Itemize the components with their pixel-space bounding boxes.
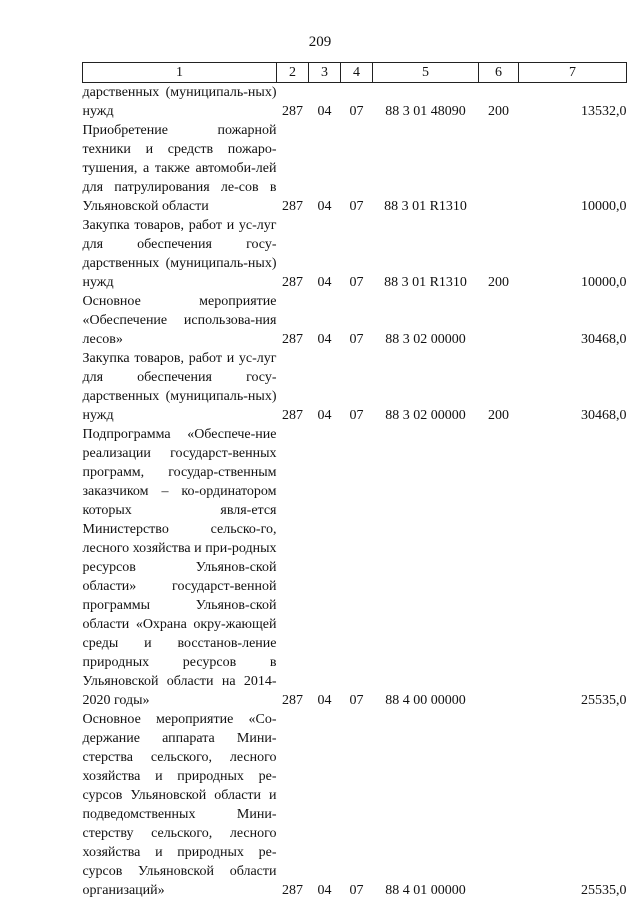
- row-ministry-code: 287: [282, 332, 303, 347]
- page-number: 209: [308, 34, 332, 50]
- table-row: [83, 425, 627, 710]
- row-ministry-code: 287: [282, 408, 303, 423]
- row-amount: 30468,0: [581, 408, 627, 423]
- row-name: Приобретение пожарной техники и средств пожаро-тушения, а также автомоби-лей для патрулирования ле-сов в Ульяновской области: [82, 123, 277, 214]
- row-name: дарственных (муниципаль-ных) нужд: [82, 85, 277, 119]
- row-name: Основное мероприятие «Со-держание аппарата Мини-стерства сельского, лесного хозяйства и природных ре-сурсов Ульяновской области и подведомственных Мини-стерству сельского, лесного хозяйства и природных ре-сурсов Ульяновской области организаций»: [82, 712, 277, 898]
- row-target-code: 88 3 01 R1310: [384, 275, 467, 290]
- row-section: 04: [317, 199, 332, 214]
- row-amount: 10000,0: [581, 199, 627, 214]
- table-header-row: [83, 63, 627, 83]
- row-section: 04: [317, 275, 332, 290]
- column-header: 7: [519, 63, 627, 83]
- row-section: 04: [317, 104, 332, 119]
- row-section: 04: [317, 408, 332, 423]
- row-target-code: 88 3 01 R1310: [384, 199, 467, 214]
- row-subsection: 07: [349, 104, 364, 119]
- row-ministry-code: 287: [282, 693, 303, 708]
- column-header: 3: [309, 63, 341, 83]
- table-row: [83, 121, 627, 216]
- row-name: Подпрограмма «Обеспече-ние реализации государст-венных программ, государ-ственным заказчиком – ко-ординатором которых явля-ется Министерство сельско-го, лесного хозяйства и при-родных ресурсов Ульянов-ской области» государст-венной программы Ульянов-ской области «Охрана окру-жающей среды и восстанов-ление природных ресурсов в Ульяновской области на 2014-2020 годы»: [82, 427, 277, 708]
- row-expense-type: 200: [488, 408, 509, 423]
- row-amount: 30468,0: [581, 332, 627, 347]
- row-amount: 10000,0: [581, 275, 627, 290]
- row-section: 04: [317, 332, 332, 347]
- row-expense-type: 200: [488, 275, 509, 290]
- row-target-code: 88 3 01 48090: [385, 104, 466, 119]
- row-expense-type: [479, 121, 519, 216]
- column-header: 6: [479, 63, 519, 83]
- table-row: [83, 292, 627, 349]
- row-ministry-code: 287: [282, 275, 303, 290]
- row-section: 04: [317, 693, 332, 708]
- row-ministry-code: 287: [282, 199, 303, 214]
- row-subsection: 07: [349, 883, 364, 898]
- column-header: 1: [83, 63, 277, 83]
- column-header: 2: [277, 63, 309, 83]
- table-row: [83, 710, 627, 900]
- row-amount: 25535,0: [581, 693, 627, 708]
- table-row: [83, 83, 627, 122]
- row-target-code: 88 3 02 00000: [385, 332, 466, 347]
- row-section: 04: [317, 883, 332, 898]
- row-subsection: 07: [349, 275, 364, 290]
- row-subsection: 07: [349, 199, 364, 214]
- row-ministry-code: 287: [282, 104, 303, 119]
- column-header: 4: [341, 63, 373, 83]
- table-row: [83, 349, 627, 425]
- row-subsection: 07: [349, 408, 364, 423]
- row-name: Основное мероприятие «Обеспечение использова-ния лесов»: [82, 294, 277, 347]
- row-target-code: 88 3 02 00000: [385, 408, 466, 423]
- row-expense-type: [479, 425, 519, 710]
- row-target-code: 88 4 00 00000: [385, 693, 466, 708]
- row-amount: 13532,0: [581, 104, 627, 119]
- budget-table: [82, 62, 627, 900]
- row-expense-type: [479, 710, 519, 900]
- row-ministry-code: 287: [282, 883, 303, 898]
- row-expense-type: [479, 292, 519, 349]
- table-row: [83, 216, 627, 292]
- row-subsection: 07: [349, 332, 364, 347]
- column-header: 5: [373, 63, 479, 83]
- row-expense-type: 200: [488, 104, 509, 119]
- row-name: Закупка товаров, работ и ус-луг для обеспечения госу-дарственных (муниципаль-ных) нужд: [82, 351, 277, 423]
- row-amount: 25535,0: [581, 883, 627, 898]
- row-subsection: 07: [349, 693, 364, 708]
- row-name: Закупка товаров, работ и ус-луг для обеспечения госу-дарственных (муниципаль-ных) нужд: [82, 218, 277, 290]
- row-target-code: 88 4 01 00000: [385, 883, 466, 898]
